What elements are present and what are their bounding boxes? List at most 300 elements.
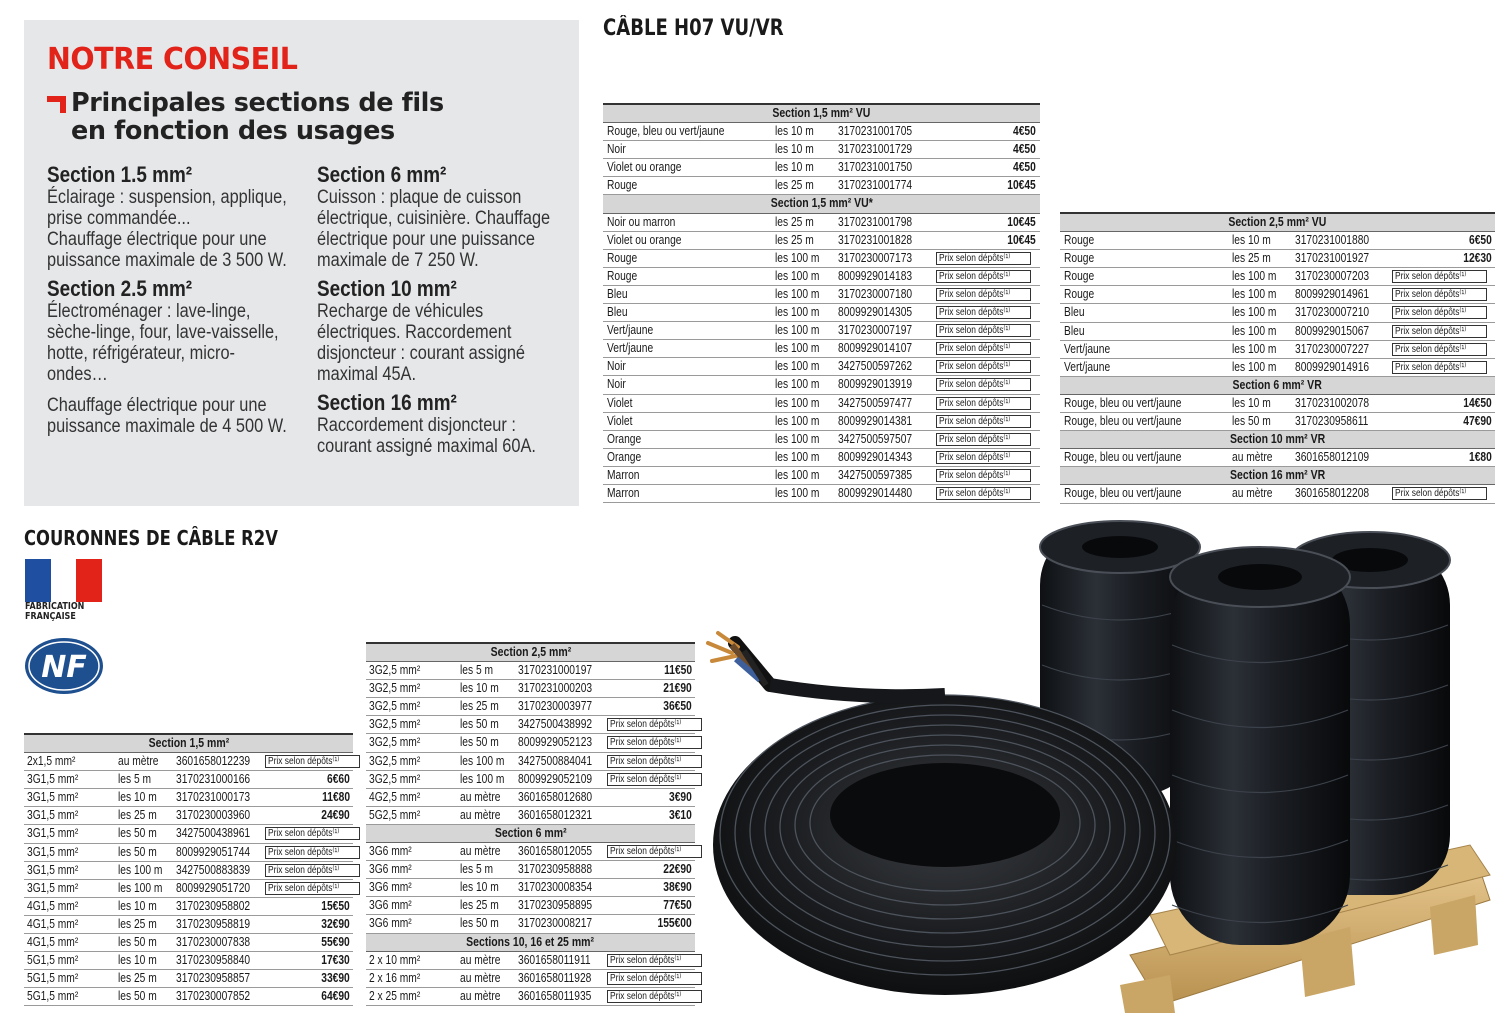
cable-conductor-ends — [708, 633, 770, 685]
length-label: les 100 m — [1232, 269, 1277, 284]
table-section-header — [1060, 214, 1495, 232]
price: 64€90 — [321, 989, 350, 1004]
price-by-depot-badge: Prix selon dépôts⁽¹⁾ — [607, 845, 702, 858]
product-label: 3G6 mm² — [369, 880, 412, 895]
product-label: 5G1,5 mm² — [27, 953, 79, 968]
nf-certification-logo-icon — [24, 637, 104, 695]
table-section-header — [366, 934, 695, 952]
table-row — [24, 753, 353, 771]
length-label: les 10 m — [118, 953, 157, 968]
table-row — [366, 716, 695, 734]
product-label: Rouge, bleu ou vert/jaune — [1064, 414, 1182, 429]
ean-code: 3170230007227 — [1295, 341, 1370, 356]
table-section-header — [1060, 467, 1495, 485]
price-by-depot-badge: Prix selon dépôts⁽¹⁾ — [265, 864, 360, 877]
length-label: les 100 m — [775, 485, 820, 500]
price-by-depot-badge: Prix selon dépôts⁽¹⁾ — [1392, 487, 1487, 500]
ean-code: 3427500883839 — [176, 862, 251, 877]
ean-code: 3170230007203 — [1295, 269, 1370, 284]
length-label: les 100 m — [775, 467, 820, 482]
price-by-depot-badge: Prix selon dépôts⁽¹⁾ — [1392, 325, 1487, 338]
ean-code: 3170230007197 — [838, 323, 913, 338]
product-label: Bleu — [607, 305, 628, 320]
length-label: les 10 m — [775, 124, 814, 139]
length-label: les 25 m — [460, 898, 499, 913]
length-label: au mètre — [1232, 486, 1273, 501]
ean-code: 3601658012680 — [518, 789, 593, 804]
price: 24€90 — [321, 808, 350, 823]
advice-subtitle — [71, 89, 444, 145]
product-label: 3G2,5 mm² — [369, 663, 421, 678]
table-row — [24, 862, 353, 880]
product-label: Rouge, bleu ou vert/jaune — [1064, 450, 1182, 465]
length-label: les 5 m — [118, 772, 152, 787]
table-row — [24, 771, 353, 789]
product-label: Marron — [607, 485, 640, 500]
length-label: les 100 m — [775, 250, 820, 265]
section-label: Section 10 mm² VR — [1229, 432, 1326, 447]
table-row — [603, 322, 1040, 340]
length-label: les 50 m — [118, 989, 157, 1004]
table-row — [603, 159, 1040, 177]
price: 6€60 — [327, 772, 350, 787]
advice-text: Électroménager : lave-linge, — [47, 301, 251, 322]
product-label: Violet ou orange — [607, 232, 682, 247]
product-label: 5G1,5 mm² — [27, 971, 79, 986]
ean-code: 3601658012208 — [1295, 486, 1370, 501]
table-row — [24, 970, 353, 988]
advice-text: ondes… — [47, 364, 108, 385]
price: 12€30 — [1463, 251, 1492, 266]
table-row — [603, 358, 1040, 376]
ean-code: 3170231001828 — [838, 232, 913, 247]
length-label: les 100 m — [1232, 287, 1277, 302]
product-label: Rouge — [607, 268, 638, 283]
ean-code: 3601658012321 — [518, 807, 593, 822]
product-label: Violet ou orange — [607, 160, 682, 175]
table-row — [1060, 485, 1495, 503]
price: 32€90 — [321, 916, 350, 931]
product-label: Noir ou marron — [607, 214, 676, 229]
ean-code: 3170230958819 — [176, 916, 251, 931]
ean-code: 8009929014916 — [1295, 359, 1370, 374]
price: 11€80 — [322, 790, 350, 805]
length-label: les 100 m — [460, 771, 505, 786]
length-label: les 25 m — [118, 916, 157, 931]
price: 14€50 — [1463, 395, 1492, 410]
table-row — [366, 915, 695, 933]
advice-text: Recharge de véhicules — [317, 301, 484, 322]
price-by-depot-badge: Prix selon dépôts⁽¹⁾ — [936, 415, 1031, 428]
length-label: les 50 m — [460, 717, 499, 732]
table-row — [603, 431, 1040, 449]
french-flag-icon — [25, 559, 102, 602]
length-label: les 50 m — [460, 916, 499, 931]
length-label: les 100 m — [775, 286, 820, 301]
price-by-depot-badge: Prix selon dépôts⁽¹⁾ — [607, 736, 702, 749]
table-section-header — [603, 105, 1040, 123]
price: 3€10 — [669, 807, 692, 822]
advice-heading: Section 2.5 mm² — [47, 276, 193, 301]
length-label: les 100 m — [775, 431, 820, 446]
table-row — [603, 376, 1040, 394]
product-label: 3G2,5 mm² — [369, 717, 421, 732]
section-label: Sections 10, 16 et 25 mm² — [466, 934, 595, 949]
table-row — [1060, 395, 1495, 413]
section-label: Section 6 mm² VR — [1232, 377, 1323, 392]
table-row — [366, 879, 695, 897]
table-row — [366, 698, 695, 716]
length-label: au mètre — [460, 844, 501, 859]
advice-text: prise commandée... — [47, 208, 191, 229]
table-row — [366, 771, 695, 789]
product-label: 3G2,5 mm² — [369, 753, 421, 768]
advice-text: maximal 45A. — [317, 364, 416, 385]
price: 4€50 — [1013, 142, 1036, 157]
product-label: 3G1,5 mm² — [27, 790, 79, 805]
ean-code: 3601658011928 — [518, 970, 592, 985]
product-label: Rouge, bleu ou vert/jaune — [1064, 486, 1182, 501]
advice-text: Chauffage électrique pour une — [47, 395, 267, 416]
advice-text: hotte, réfrigérateur, micro- — [47, 343, 235, 364]
table-row — [1060, 250, 1495, 268]
length-label: les 100 m — [775, 341, 820, 356]
product-label: Vert/jaune — [607, 341, 654, 356]
advice-text: puissance maximale de 3 500 W. — [47, 250, 287, 271]
r2v-section-2-5-plus-table — [366, 642, 695, 1006]
price: 33€90 — [321, 971, 350, 986]
ean-code: 3170231000166 — [176, 772, 251, 787]
table-row — [603, 340, 1040, 358]
price-by-depot-badge: Prix selon dépôts⁽¹⁾ — [607, 773, 702, 786]
ean-code: 3601658012055 — [518, 844, 593, 859]
product-label: Vert/jaune — [1064, 359, 1111, 374]
table-row — [603, 177, 1040, 195]
table-row — [366, 662, 695, 680]
product-label: Rouge — [1064, 251, 1095, 266]
table-row — [1060, 323, 1495, 341]
price: 155€00 — [657, 916, 692, 931]
advice-heading: Section 1.5 mm² — [47, 162, 193, 187]
price-by-depot-badge: Prix selon dépôts⁽¹⁾ — [936, 342, 1031, 355]
price-by-depot-badge: Prix selon dépôts⁽¹⁾ — [1392, 343, 1487, 356]
ean-code: 3170231001705 — [838, 124, 913, 139]
length-label: les 5 m — [460, 862, 494, 877]
cable-stack-middle — [1170, 547, 1350, 945]
ean-code: 3170230958802 — [176, 898, 251, 913]
product-label: 3G2,5 mm² — [369, 681, 421, 696]
section-label: Section 1,5 mm² VU — [772, 106, 871, 120]
price: 17€30 — [321, 953, 350, 968]
length-label: les 50 m — [1232, 414, 1271, 429]
ean-code: 3170230958888 — [518, 862, 593, 877]
ean-code: 3170230003960 — [176, 808, 251, 823]
advice-text: courant assigné maximal 60A. — [317, 436, 536, 457]
length-label: les 50 m — [118, 844, 157, 859]
product-label: 5G1,5 mm² — [27, 989, 79, 1004]
ean-code: 3170231000203 — [518, 681, 593, 696]
price-by-depot-badge: Prix selon dépôts⁽¹⁾ — [607, 954, 702, 967]
advice-column-right — [317, 162, 575, 457]
section-label: Section 6 mm² — [494, 825, 567, 840]
length-label: les 100 m — [118, 862, 163, 877]
price-by-depot-badge: Prix selon dépôts⁽¹⁾ — [1392, 288, 1487, 301]
ean-code: 3170231001798 — [838, 214, 913, 229]
length-label: les 100 m — [775, 413, 820, 428]
length-label: les 100 m — [1232, 305, 1277, 320]
ean-code: 8009929014343 — [838, 449, 913, 464]
length-label: les 10 m — [775, 160, 814, 175]
price-by-depot-badge: Prix selon dépôts⁽¹⁾ — [1392, 361, 1487, 374]
price-by-depot-badge: Prix selon dépôts⁽¹⁾ — [936, 288, 1031, 301]
product-label: 3G6 mm² — [369, 844, 412, 859]
table-row — [366, 734, 695, 752]
ean-code: 3170230958857 — [176, 971, 251, 986]
product-label: Noir — [607, 142, 626, 157]
price-by-depot-badge: Prix selon dépôts⁽¹⁾ — [265, 755, 360, 768]
ean-code: 8009929014305 — [838, 305, 913, 320]
table-row — [603, 268, 1040, 286]
table-row — [24, 898, 353, 916]
product-label: 4G1,5 mm² — [27, 916, 79, 931]
table-row — [366, 988, 695, 1006]
ean-code: 3427500438992 — [518, 717, 593, 732]
ean-code: 3170231001774 — [838, 178, 913, 193]
ean-code: 3170230007838 — [176, 935, 251, 950]
price-by-depot-badge: Prix selon dépôts⁽¹⁾ — [936, 360, 1031, 373]
table-row — [603, 467, 1040, 485]
product-label: 3G1,5 mm² — [27, 844, 79, 859]
table-row — [366, 897, 695, 915]
advice-text: maximale de 7 250 W. — [317, 250, 479, 271]
table-row — [24, 988, 353, 1006]
table-row — [603, 232, 1040, 250]
length-label: les 10 m — [118, 790, 157, 805]
price: 11€50 — [664, 663, 692, 678]
length-label: les 100 m — [775, 449, 820, 464]
ean-code: 3170230003977 — [518, 699, 593, 714]
product-label: 2 x 16 mm² — [369, 970, 421, 985]
table-row — [1060, 268, 1495, 286]
table-row — [603, 395, 1040, 413]
ean-code: 3170230008354 — [518, 880, 593, 895]
product-label: Bleu — [607, 286, 628, 301]
h07-section-1-5-table — [603, 103, 1040, 503]
ean-code: 3427500884041 — [518, 753, 593, 768]
price: 10€45 — [1007, 232, 1036, 247]
product-label: Marron — [607, 467, 640, 482]
advice-text: électriques. Raccordement — [317, 322, 512, 343]
product-label: Rouge — [1064, 269, 1095, 284]
length-label: les 10 m — [460, 681, 499, 696]
table-row — [603, 304, 1040, 322]
product-label: 3G1,5 mm² — [27, 826, 79, 841]
product-label: 4G2,5 mm² — [369, 789, 421, 804]
length-label: les 25 m — [118, 808, 157, 823]
product-label: Bleu — [1064, 305, 1085, 320]
table-row — [366, 843, 695, 861]
length-label: les 5 m — [460, 663, 494, 678]
price-by-depot-badge: Prix selon dépôts⁽¹⁾ — [265, 827, 360, 840]
length-label: les 100 m — [1232, 359, 1277, 374]
advice-text: électrique pour une puissance — [317, 229, 536, 250]
section-label: Section 1,5 mm² VU* — [770, 196, 873, 211]
product-label: 3G1,5 mm² — [27, 772, 79, 787]
length-label: les 25 m — [1232, 251, 1271, 266]
length-label: les 25 m — [775, 232, 814, 247]
price-by-depot-badge: Prix selon dépôts⁽¹⁾ — [936, 487, 1031, 500]
product-label: Orange — [607, 449, 642, 464]
ean-code: 3601658011935 — [518, 988, 592, 1003]
ean-code: 3170230958895 — [518, 898, 593, 913]
price: 4€50 — [1013, 160, 1036, 175]
ean-code: 3170230008217 — [518, 916, 593, 931]
length-label: les 50 m — [118, 935, 157, 950]
price-by-depot-badge: Prix selon dépôts⁽¹⁾ — [936, 306, 1031, 319]
table-row — [366, 970, 695, 988]
length-label: les 10 m — [118, 898, 157, 913]
ean-code: 3170231000197 — [518, 663, 593, 678]
length-label: les 100 m — [775, 395, 820, 410]
table-section-header — [603, 195, 1040, 213]
product-label: 3G6 mm² — [369, 862, 412, 877]
product-label: 3G2,5 mm² — [369, 735, 421, 750]
product-label: 3G2,5 mm² — [369, 699, 421, 714]
price: 47€90 — [1463, 414, 1492, 429]
table-row — [24, 916, 353, 934]
table-row — [603, 214, 1040, 232]
price-by-depot-badge: Prix selon dépôts⁽¹⁾ — [936, 252, 1031, 265]
product-label: Rouge — [607, 250, 638, 265]
table-row — [24, 844, 353, 862]
advice-text: puissance maximale de 4 500 W. — [47, 416, 287, 437]
section-label: Section 16 mm² VR — [1229, 468, 1326, 483]
table-row — [1060, 359, 1495, 377]
length-label: les 25 m — [775, 178, 814, 193]
ean-code: 8009929015067 — [1295, 323, 1370, 338]
product-label: 2 x 25 mm² — [369, 988, 421, 1003]
length-label: les 100 m — [460, 753, 505, 768]
r2v-heading: COURONNES DE CÂBLE R2V — [24, 526, 278, 550]
table-row — [24, 789, 353, 807]
price-by-depot-badge: Prix selon dépôts⁽¹⁾ — [607, 718, 702, 731]
advice-text: Raccordement disjoncteur : — [317, 415, 516, 436]
table-row — [24, 934, 353, 952]
ean-code: 8009929013919 — [838, 377, 913, 392]
price: 6€50 — [1469, 233, 1492, 248]
advice-text: Éclairage : suspension, applique, — [47, 187, 287, 208]
price-by-depot-badge: Prix selon dépôts⁽¹⁾ — [936, 397, 1031, 410]
table-row — [1060, 413, 1495, 431]
ean-code: 8009929052109 — [518, 771, 593, 786]
product-label: Rouge, bleu ou vert/jaune — [1064, 395, 1182, 410]
length-label: les 10 m — [1232, 395, 1271, 410]
table-section-header — [1060, 431, 1495, 449]
ean-code: 3601658011911 — [518, 952, 591, 967]
table-row — [24, 880, 353, 898]
price: 77€50 — [663, 898, 692, 913]
price-by-depot-badge: Prix selon dépôts⁽¹⁾ — [936, 469, 1031, 482]
ean-code: 3170231001927 — [1295, 251, 1370, 266]
ean-code: 8009929014381 — [838, 413, 913, 428]
length-label: au mètre — [460, 988, 501, 1003]
ean-code: 3170230958840 — [176, 953, 251, 968]
ean-code: 3170230007173 — [838, 250, 913, 265]
ean-code: 3601658012239 — [176, 754, 251, 769]
ean-code: 3170231001750 — [838, 160, 913, 175]
length-label: les 100 m — [118, 880, 163, 895]
price: 3€90 — [669, 789, 692, 804]
ean-code: 3427500597477 — [838, 395, 913, 410]
product-label: Violet — [607, 413, 633, 428]
product-label: 4G1,5 mm² — [27, 898, 79, 913]
ean-code: 8009929052123 — [518, 735, 593, 750]
table-row — [366, 807, 695, 825]
length-label: les 100 m — [775, 323, 820, 338]
product-label: 3G1,5 mm² — [27, 862, 79, 877]
length-label: au mètre — [460, 807, 501, 822]
length-label: les 25 m — [460, 699, 499, 714]
price: 10€45 — [1007, 214, 1036, 229]
ean-code: 3170230007852 — [176, 989, 251, 1004]
length-label: les 25 m — [775, 214, 814, 229]
advice-text: sèche-linge, four, lave-vaisselle, — [47, 322, 279, 343]
ean-code: 3601658012109 — [1295, 450, 1370, 465]
advice-title: NOTRE CONSEIL — [47, 42, 298, 77]
table-row — [603, 413, 1040, 431]
length-label: les 50 m — [118, 826, 157, 841]
table-row — [1060, 232, 1495, 250]
length-label: les 100 m — [1232, 323, 1277, 338]
advice-text: Cuisson : plaque de cuisson — [317, 187, 522, 208]
section-label: Section 2,5 mm² VU — [1228, 215, 1327, 229]
fabrication-francaise-label: FABRICATION FRANÇAISE — [25, 601, 85, 622]
product-label: Noir — [607, 359, 626, 374]
ean-code: 8009929014480 — [838, 485, 913, 500]
ean-code: 3170231001880 — [1295, 233, 1370, 248]
product-label: 2x1,5 mm² — [27, 754, 76, 769]
product-label: Violet — [607, 395, 633, 410]
price: 22€90 — [663, 862, 692, 877]
table-row — [603, 141, 1040, 159]
length-label: les 50 m — [460, 735, 499, 750]
ean-code: 8009929014183 — [838, 268, 913, 283]
table-row — [603, 449, 1040, 467]
table-row — [24, 952, 353, 970]
price-by-depot-badge: Prix selon dépôts⁽¹⁾ — [607, 990, 702, 1003]
price-by-depot-badge: Prix selon dépôts⁽¹⁾ — [936, 270, 1031, 283]
table-row — [366, 952, 695, 970]
advice-box — [24, 20, 579, 506]
table-row — [603, 250, 1040, 268]
length-label: les 100 m — [775, 268, 820, 283]
price-by-depot-badge: Prix selon dépôts⁽¹⁾ — [1392, 306, 1487, 319]
ean-code: 3170230007210 — [1295, 305, 1370, 320]
length-label: au mètre — [118, 754, 159, 769]
length-label: les 10 m — [1232, 233, 1271, 248]
h07-heading: CÂBLE H07 VU/VR — [603, 16, 784, 41]
ean-code: 8009929051744 — [176, 844, 251, 859]
product-label: Rouge — [1064, 233, 1095, 248]
price: 55€90 — [321, 935, 350, 950]
table-row — [366, 753, 695, 771]
length-label: au mètre — [460, 970, 501, 985]
table-section-header — [366, 825, 695, 843]
length-label: les 100 m — [775, 305, 820, 320]
product-label: 5G2,5 mm² — [369, 807, 421, 822]
table-row — [1060, 304, 1495, 322]
table-section-header — [1060, 377, 1495, 395]
